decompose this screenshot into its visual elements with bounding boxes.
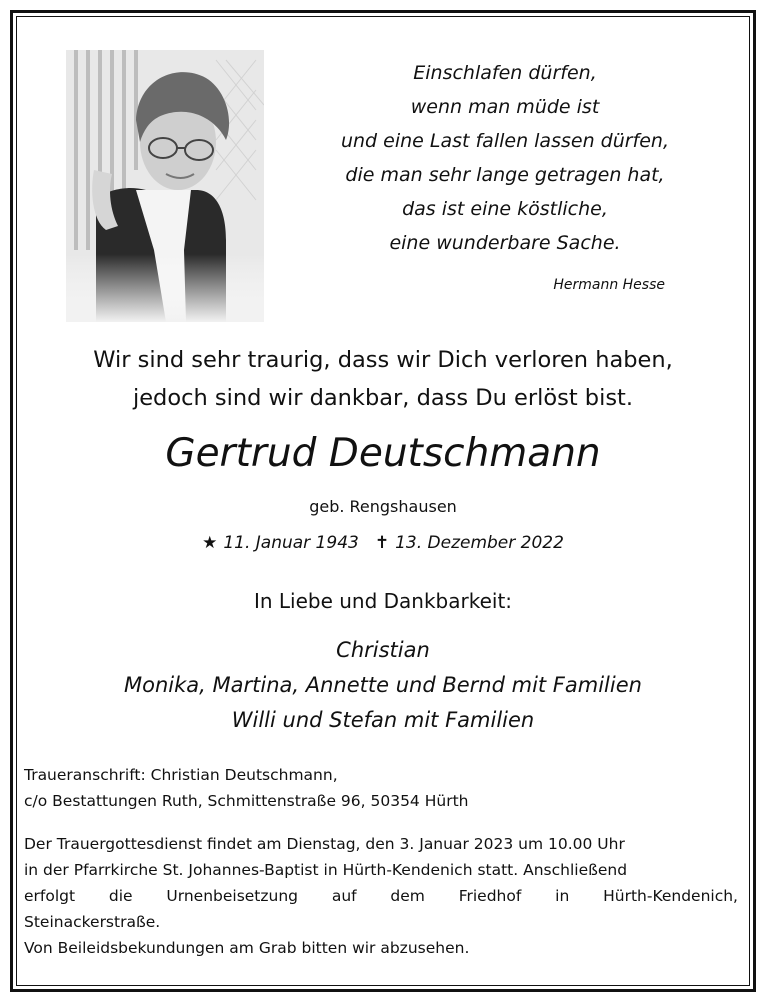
service-line-justified xyxy=(24,883,738,909)
service-word: erfolgt xyxy=(24,887,76,905)
poem xyxy=(300,56,710,260)
lead-line: jedoch sind wir dankbar, dass Du erlöst bist. xyxy=(132,385,634,411)
service-notice xyxy=(24,831,738,961)
lead-text xyxy=(0,341,766,417)
mourner-line: Monika, Martina, Annette und Bernd mit Familien xyxy=(124,673,642,697)
deceased-name: Gertrud Deutschmann xyxy=(165,431,601,476)
poem-line: eine wunderbare Sache. xyxy=(389,232,621,254)
death-date: 13. Dezember 2022 xyxy=(395,533,564,553)
mourner-line: Willi und Stefan mit Familien xyxy=(231,708,535,732)
poem-line: die man sehr lange getragen hat, xyxy=(345,164,665,186)
service-word: Friedhof xyxy=(458,887,522,905)
service-line: Von Beileidsbekundungen am Grab bitten wir abzusehen. xyxy=(24,939,470,957)
service-line: in der Pfarrkirche St. Johannes-Baptist in Hürth-Kendenich statt. Anschließend xyxy=(24,861,628,879)
service-word: die xyxy=(108,887,133,905)
cross-icon: ✝ xyxy=(374,533,390,553)
poem-author: Hermann Hesse xyxy=(553,277,665,293)
service-word: Urnenbeisetzung xyxy=(166,887,299,905)
lead-line: Wir sind sehr traurig, dass wir Dich verloren haben, xyxy=(93,347,673,373)
poem-line: das ist eine köstliche, xyxy=(402,198,608,220)
service-word: auf xyxy=(331,887,357,905)
service-word: in xyxy=(555,887,570,905)
poem-line: und eine Last fallen lassen dürfen, xyxy=(340,130,670,152)
star-icon: ★ xyxy=(202,533,218,553)
service-word: Hürth-Kendenich, xyxy=(603,887,738,905)
service-word: dem xyxy=(390,887,425,905)
service-line: Steinackerstraße. xyxy=(24,913,161,931)
address-line: Traueranschrift: Christian Deutschmann, xyxy=(24,766,338,784)
address-line: c/o Bestattungen Ruth, Schmittenstraße 96, 50354 Hürth xyxy=(24,792,469,810)
poem-line: wenn man müde ist xyxy=(410,96,600,118)
mourners-intro: In Liebe und Dankbarkeit: xyxy=(253,589,513,613)
mourners-list xyxy=(0,633,766,738)
maiden-name: geb. Rengshausen xyxy=(309,497,457,516)
mourning-address xyxy=(24,762,738,814)
birth-date: 11. Januar 1943 xyxy=(223,533,359,553)
life-dates xyxy=(0,533,766,553)
portrait-photo xyxy=(66,50,264,322)
mourner-line: Christian xyxy=(336,638,430,662)
poem-line: Einschlafen dürfen, xyxy=(413,62,597,84)
service-line: Der Trauergottesdienst findet am Dienstag, den 3. Januar 2023 um 10.00 Uhr xyxy=(24,835,625,853)
